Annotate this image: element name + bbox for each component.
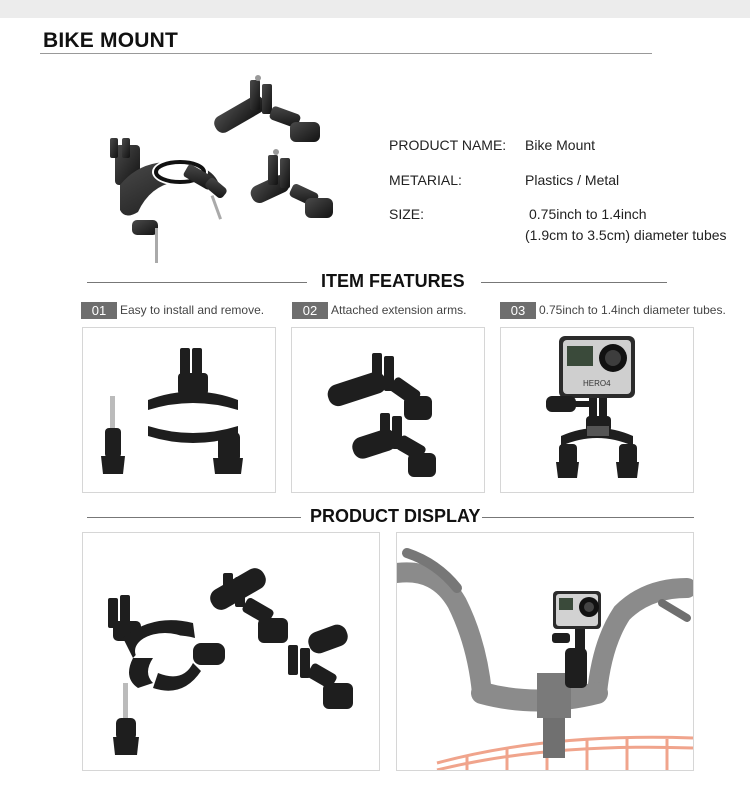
clamp-mount [110, 138, 228, 263]
size-label: SIZE: [389, 206, 425, 222]
feature-number-3: 03 [500, 302, 536, 319]
feature-image-1 [82, 327, 276, 493]
product-name-label: PRODUCT NAME: [389, 137, 507, 153]
display-image-parts [82, 532, 380, 771]
product-name-value: Bike Mount [525, 137, 596, 153]
display-image-bike [396, 532, 694, 771]
feature-image-2 [291, 327, 485, 493]
material-label: METARIAL: [389, 172, 462, 188]
display-heading: PRODUCT DISPLAY [310, 506, 481, 526]
extension-arm-1 [211, 75, 320, 142]
display-divider-right [482, 517, 694, 518]
features-divider-left [87, 282, 307, 283]
extension-arm-2 [248, 149, 333, 218]
feature-text-2: Attached extension arms. [331, 303, 467, 317]
top-bar [0, 0, 750, 18]
bike-handlebar-illustration [397, 533, 693, 770]
feature-text-3: 0.75inch to 1.4inch diameter tubes. [539, 303, 726, 317]
material-value: Plastics / Metal [525, 172, 620, 188]
size-value-line-1: 0.75inch to 1.4inch [529, 206, 647, 222]
features-divider-right [481, 282, 667, 283]
display-divider-left [87, 517, 301, 518]
feature-text-1: Easy to install and remove. [120, 303, 265, 317]
clamp-parts-illustration [83, 328, 275, 492]
hero-product-image [100, 70, 360, 275]
all-parts-illustration [83, 533, 379, 770]
page-title: BIKE MOUNT [43, 29, 178, 52]
camera-on-mount-illustration [501, 328, 693, 492]
features-heading: ITEM FEATURES [321, 271, 465, 291]
feature-image-3 [500, 327, 694, 493]
feature-number-1: 01 [81, 302, 117, 319]
extension-arms-illustration [292, 328, 484, 492]
feature-number-2: 02 [292, 302, 328, 319]
title-divider [40, 53, 652, 54]
size-value-line-2: (1.9cm to 3.5cm) diameter tubes [525, 227, 727, 243]
camera-model-label: HERO4 [583, 379, 611, 388]
